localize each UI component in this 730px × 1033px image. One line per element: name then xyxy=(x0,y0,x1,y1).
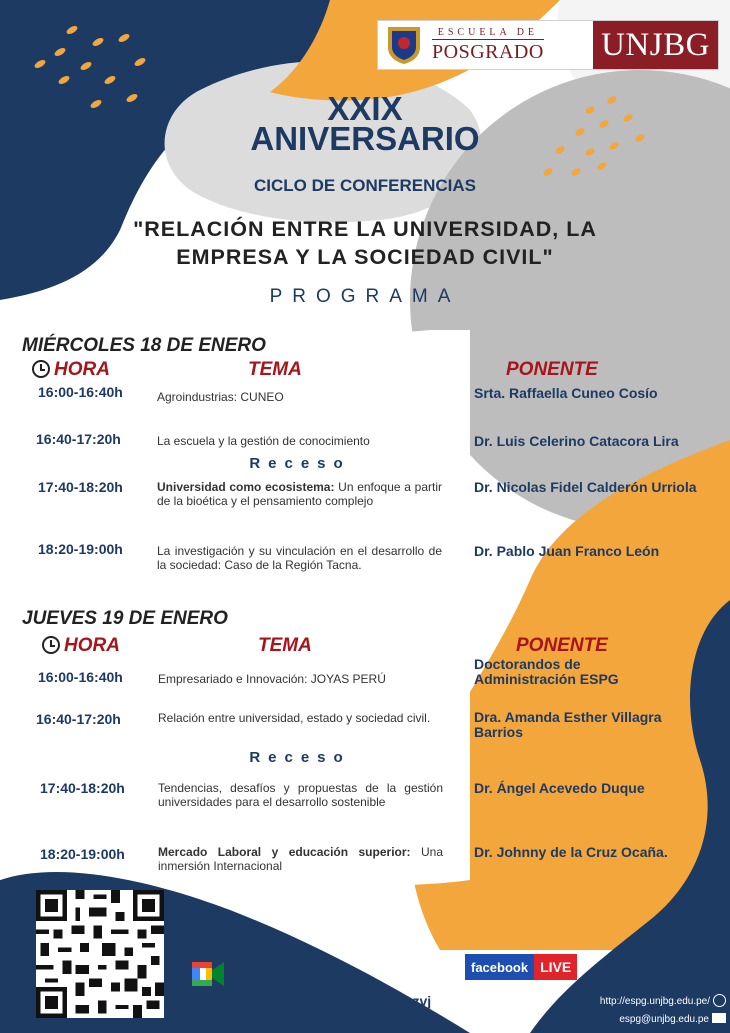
globe-icon xyxy=(713,994,726,1007)
session-tema xyxy=(157,434,442,448)
day-2-label: JUEVES 19 DE ENERO xyxy=(22,608,228,629)
receso-label: Receso xyxy=(249,455,351,472)
col-hora-label: HORA xyxy=(54,359,110,380)
day-1-label: MIÉRCOLES 18 DE ENERO xyxy=(22,335,266,356)
col-hora-2 xyxy=(42,635,120,657)
theme-line-1: "RELACIÓN ENTRE LA UNIVERSIDAD, LA xyxy=(133,217,597,241)
col-ponente-2: PONENTE xyxy=(516,635,608,656)
university-shield-icon xyxy=(386,25,422,65)
session-speaker: Dr. Nicolas Fidel Calderón Urriola xyxy=(474,479,697,495)
session-time: 16:40-17:20h xyxy=(36,431,121,447)
meet-link[interactable]: https://meet.google.com/xrq-tntc-zvj xyxy=(190,993,432,1009)
session-tema xyxy=(157,544,442,572)
session-tema xyxy=(158,672,443,686)
tema-text: Relación entre universidad, estado y sociedad civil. xyxy=(158,711,431,725)
session-tema xyxy=(158,845,443,873)
live-label: LIVE xyxy=(534,954,577,980)
tema-bold: Universidad como ecosistema: xyxy=(157,480,335,494)
session-speaker: Doctorandos de Administración ESPG xyxy=(474,656,619,687)
session-tema xyxy=(158,781,443,809)
contact-info xyxy=(600,993,726,1029)
session-tema xyxy=(158,711,443,725)
col-tema-1: TEMA xyxy=(248,359,302,380)
tema-text: Empresariado e Innovación: JOYAS PERÚ xyxy=(158,672,386,686)
espg-unjbg-logo xyxy=(377,20,719,70)
email-link[interactable]: espg@unjbg.edu.pe xyxy=(619,1014,709,1025)
receso-label: Receso xyxy=(249,749,351,766)
anniversary-title xyxy=(0,90,730,157)
session-speaker: Dr. Luis Celerino Catacora Lira xyxy=(474,433,679,449)
session-time: 16:40-17:20h xyxy=(36,711,121,727)
tema-text: Tendencias, desafíos y propuestas de la gestión universidades para el desarrollo sostenible xyxy=(158,781,443,809)
session-time: 16:00-16:40h xyxy=(38,384,123,400)
session-speaker: Dr. Ángel Acevedo Duque xyxy=(474,780,645,796)
col-hora-1 xyxy=(32,359,110,381)
session-time: 18:20-19:00h xyxy=(38,541,123,557)
tema-text: Una inmersión Internacional xyxy=(158,845,443,873)
session-tema xyxy=(157,390,442,404)
facebook-live-badge[interactable] xyxy=(465,954,577,980)
theme-title xyxy=(20,215,710,271)
google-meet-icon[interactable] xyxy=(188,958,228,990)
clock-icon xyxy=(32,360,50,378)
logo-escuela-text: ESCUELA DE xyxy=(432,27,544,40)
session-time: 17:40-18:20h xyxy=(38,479,123,495)
session-speaker: Dra. Amanda Esther Villagra Barrios xyxy=(474,709,662,740)
session-time: 16:00-16:40h xyxy=(38,669,123,685)
tema-bold: Mercado Laboral y educación superior: xyxy=(158,845,411,859)
programa-heading: PROGRAMA xyxy=(269,286,461,307)
website-link[interactable]: http://espg.unjbg.edu.pe/ xyxy=(599,996,710,1007)
clock-icon xyxy=(42,636,60,654)
col-ponente-1: PONENTE xyxy=(506,359,598,380)
tema-text: Agroindustrias: CUNEO xyxy=(157,390,284,404)
subtitle: CICLO DE CONFERENCIAS xyxy=(254,176,476,195)
col-hora-label: HORA xyxy=(64,635,120,656)
theme-line-2: EMPRESA Y LA SOCIEDAD CIVIL" xyxy=(176,245,554,269)
tema-text: Un enfoque a partir de la bioética y el pensamiento complejo xyxy=(157,480,442,508)
facebook-label: facebook xyxy=(465,954,534,980)
session-time: 17:40-18:20h xyxy=(40,780,125,796)
session-speaker: Dr. Pablo Juan Franco León xyxy=(474,543,660,559)
qr-code[interactable] xyxy=(36,890,164,1018)
logo-posgrado-text: POSGRADO xyxy=(432,40,544,63)
session-time: 18:20-19:00h xyxy=(40,846,125,862)
session-tema xyxy=(157,480,442,508)
mail-icon xyxy=(712,1013,726,1023)
tema-text: La investigación y su vinculación en el desarrollo de la sociedad: Caso de la Región Tacna. xyxy=(157,544,442,572)
session-speaker: Srta. Raffaella Cuneo Cosío xyxy=(474,385,658,401)
tema-text: La escuela y la gestión de conocimiento xyxy=(157,434,370,448)
title-line-2: ANIVERSARIO xyxy=(250,120,480,157)
col-tema-2: TEMA xyxy=(258,635,312,656)
logo-unjbg-text: UNJBG xyxy=(593,21,718,69)
session-speaker: Dr. Johnny de la Cruz Ocaña. xyxy=(474,844,668,860)
title-line-1: XXIX xyxy=(327,90,403,127)
